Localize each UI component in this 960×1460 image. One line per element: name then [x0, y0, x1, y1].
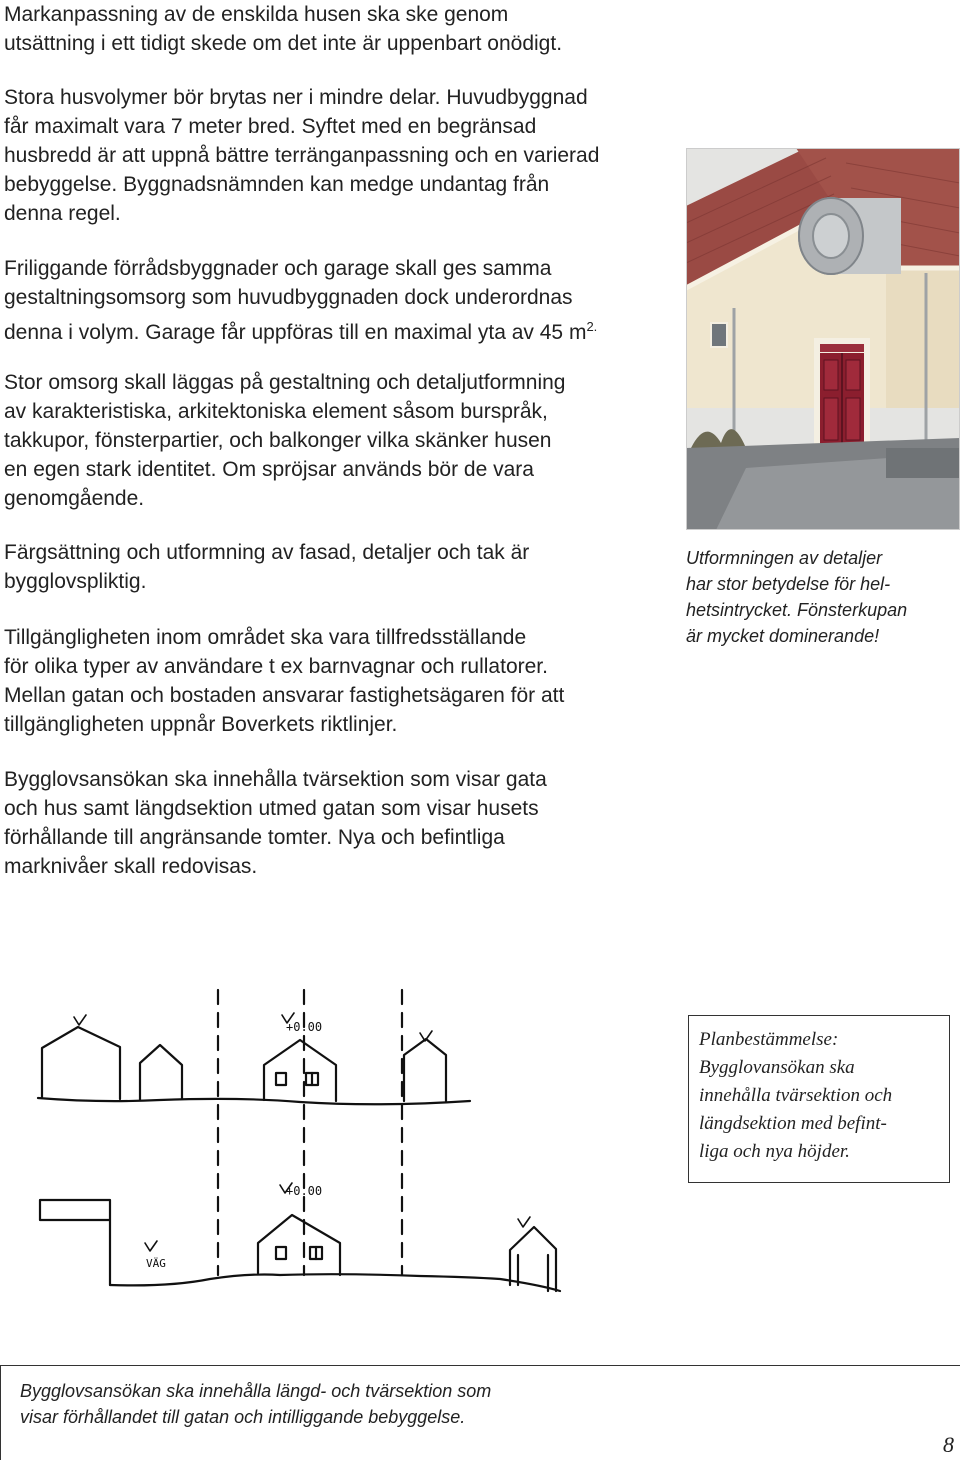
paragraph-markanpassning: Markanpassning av de enskilda husen ska ske genom utsättning i ett tidigt skede om det inte är uppenbart onödigt.: [4, 3, 563, 55]
sketch-caption: Bygglovsansökan ska innehålla längd- och tvärsektion som visar förhållandet till gatan och intilliggande bebyggelse.: [20, 1381, 492, 1427]
level-label-2: +0.00: [286, 1184, 323, 1198]
photo-caption: Utformningen av detaljer har stor betydelse för hel- hetsintrycket. Fönsterkupan är mycket dominerande!: [686, 548, 908, 646]
paragraph-tillganglighet: Tillgängligheten inom området ska vara tillfredsställande för olika typer av användare t ex barnvagnar och rullatorer. Mellan gatan och bostaden ansvarar fastighetsägaren för att tillgängligheten uppnår Boverkets riktlinjer.: [4, 626, 565, 736]
area-superscript: 2.: [586, 319, 598, 334]
paragraph-husvolymer: Stora husvolymer bör brytas ner i mindre delar. Huvudbyggnad får maximalt vara 7 meter bred. Syftet med en begränsad husbredd är att uppnå bättre terränganpassning och en varierad bebyggelse. Byggnadsnämnden kan medge undantag från denna regel.: [4, 86, 600, 225]
paragraph-fargsattning: Färgsättning och utformning av fasad, detaljer och tak är bygglovspliktig.: [4, 541, 530, 593]
longitudinal-section-bottom: [40, 1183, 560, 1291]
plan-regulation-box: [688, 1015, 950, 1183]
house-photo-illustration: [686, 148, 960, 530]
paragraph-bygglovsansokan: Bygglovsansökan ska innehålla tvärsektion som visar gata och hus samt längdsektion utmed gatan som visar husets förhållande till angränsande tomter. Nya och befintliga marknivåer skall redovisas.: [4, 768, 547, 878]
road-label: VÄG: [146, 1257, 166, 1270]
level-label-1: +0.00: [286, 1020, 323, 1034]
house-photo: [686, 148, 960, 530]
paragraph-gestaltning: Stor omsorg skall läggas på gestaltning och detaljutformning av karakteristiska, arkitektoniska element såsom burspråk, takkupor, fönsterpartier, och balkonger vilka skänker husen en egen stark identitet. Om spröjsar används bör de vara genomgående.: [4, 371, 566, 510]
paragraph-forradsbyggnader-text: Friliggande förrådsbyggnader och garage skall ges samma gestaltningsomsorg som huvudbyggnaden dock underordnas denna i volym. Garage får uppföras till en maximal yta av 45 m: [4, 257, 587, 344]
paragraph-forradsbyggnader: [4, 254, 597, 347]
section-sketch: [0, 985, 680, 1305]
plan-regulation-text: Planbestämmelse: Bygglovansökan ska innehålla tvärsektion och längdsektion med befint- liga och nya höjder.: [699, 1029, 893, 1162]
cross-section-top: [38, 990, 470, 1275]
page-number: 8: [943, 1432, 954, 1457]
